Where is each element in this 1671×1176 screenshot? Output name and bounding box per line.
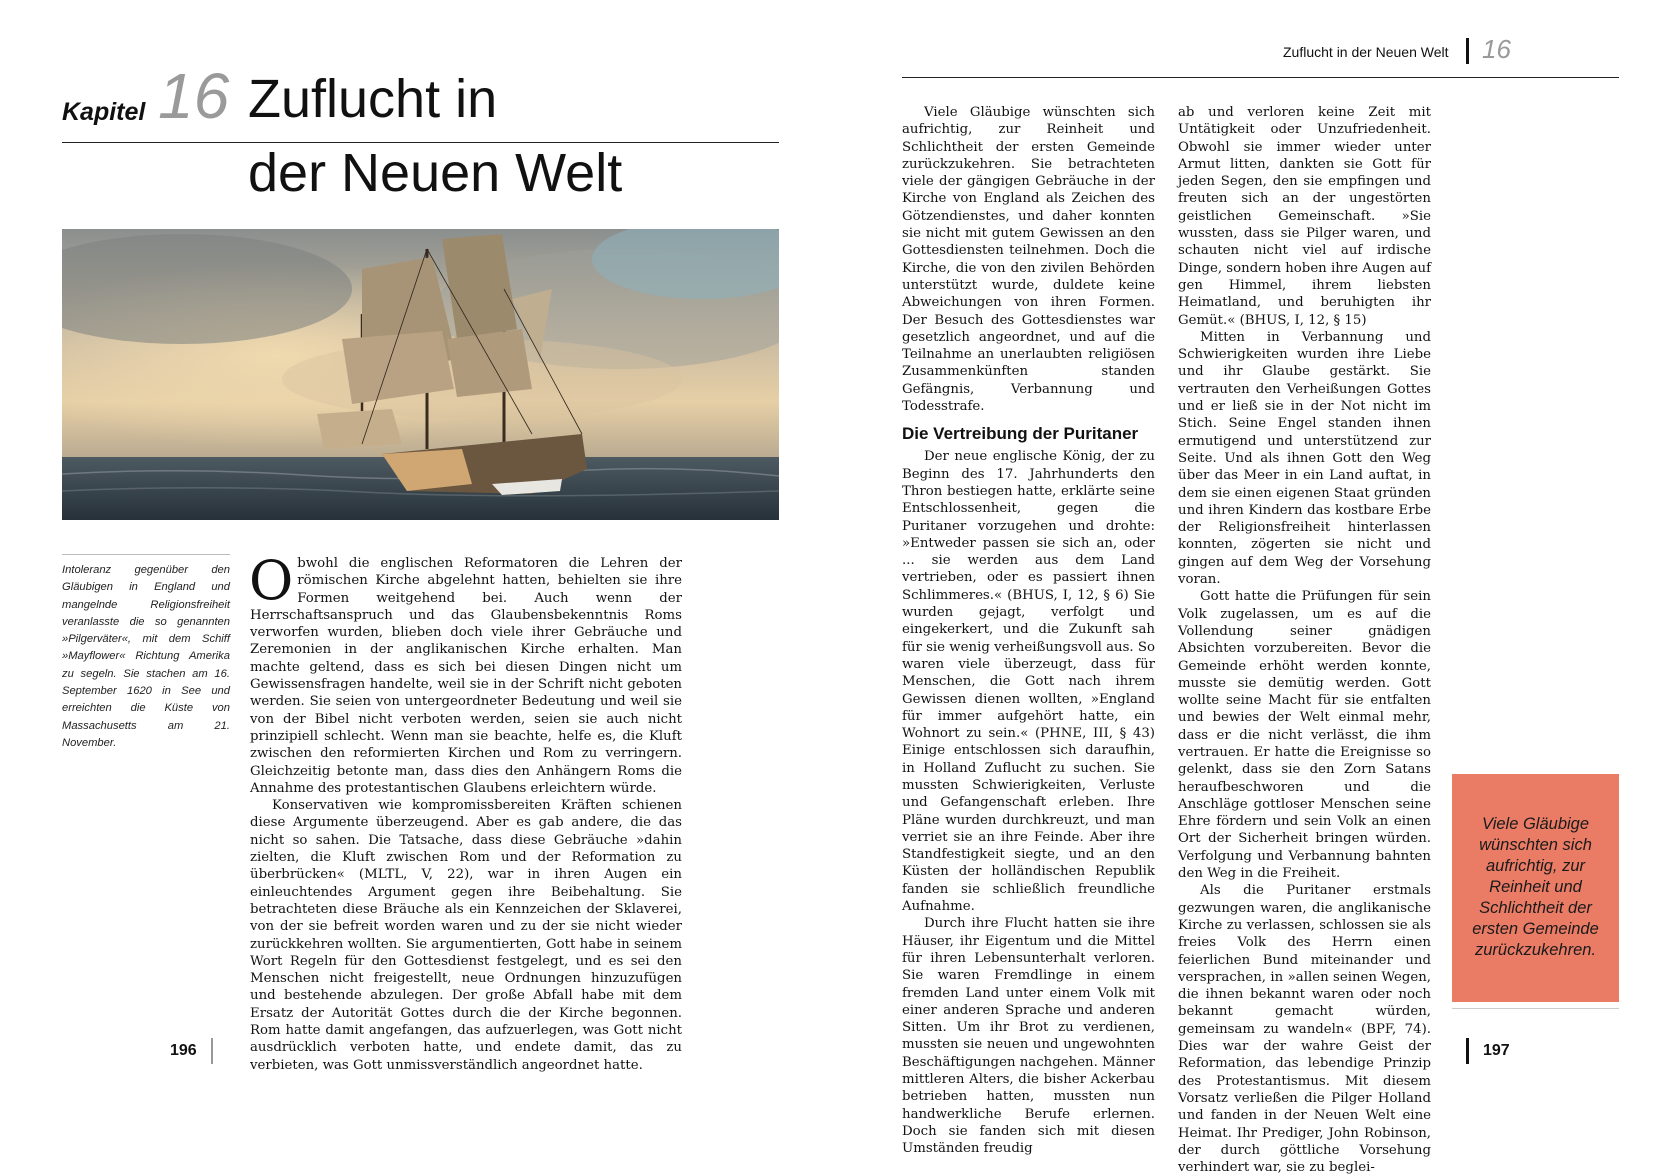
- col2-paragraph-1: ab und verloren keine Zeit mit Untätigkeit oder Unzufriedenheit. Obwohl sie immer wieder unter Armut litten, dankten sie Gott für jeden Segen, den sie empfingen und freuten sich an der ungestörten geistlichen Gemeinschaft. »Sie wussten, dass sie Pilger waren, und schauten nicht viel auf irdische Dinge, sondern hoben ihre Augen auf gen Himmel, ihrem liebsten Heimatland, und beruhigten ihr Gemüt.« (BHUS, I, 12, § 15): [1178, 105, 1431, 328]
- col1-paragraph-3: Durch ihre Flucht hatten sie ihre Häuser, ihr Eigentum und die Mittel für ihren Lebensunterhalt verloren. Sie waren Fremdlinge in einem fremden Land unter einem Volk mit einer anderen Sprache und anderen Sitten. Um ihr Brot zu verdienen, mussten sie neuen und ungewohnten Beschäftigungen nachgehen. Männer mittleren Alters, die bisher Ackerbau betrieben hatten, mussten nun handwerkliche Berufe erlernen. Doch sie fanden sich mit diesen Umständen freudig: [902, 916, 1155, 1157]
- chapter-title-line-1: Zuflucht in: [248, 69, 498, 129]
- chapter-number: 16: [158, 60, 230, 132]
- left-body-text: [249, 549, 682, 1074]
- page-number-left: 196: [170, 1042, 197, 1059]
- running-header-bar: [1466, 38, 1469, 64]
- paragraph-1-text: bwohl die englischen Reformatoren die Lehren der römischen Kirche abgelehnt hatten, behielten sie ihre Formen weitgehend bei. Auch wenn der Herrschaftsanspruch und das Glaubensbekenntnis Roms verworfen wurden, blieben doch viele ihrer Gebräuche und Zeremonien in der anglikanischen Kirche erhalten. Man machte geltend, dass es sich bei diesen Dingen nicht um Gewissensfragen handelte, weil sie in der Schrift nicht geboten werden. Sie seien von untergeordneter Bedeutung und weil sie von der Bibel nicht verboten werden, seien sie auch nicht prinzipiell schlecht. Wenn man sie beachte, helfe es, die Kluft zwischen den reformierten Kirchen und Rom zu verringern. Gleichzeitig betonte man, dass dies den Anhängern Roms die Annahme des protestantischen Glaubens erleichtern würde.: [250, 556, 682, 796]
- header-rule: [902, 77, 1619, 78]
- drop-cap: O: [249, 549, 294, 612]
- page-number-bar-left: [211, 1038, 213, 1064]
- paragraph-1: [249, 549, 682, 797]
- pull-quote: Viele Gläubige wünschten sich aufrichtig, zur Reinheit und Schlichtheit der ersten Gemeinde zurückzukehren.: [1452, 774, 1619, 1002]
- pull-quote-rule: [1452, 1008, 1619, 1009]
- chapter-title-line-2: der Neuen Welt: [248, 143, 623, 203]
- col1-paragraph-1: Viele Gläubige wünschten sich aufrichtig, zur Reinheit und Schlichtheit der ersten Gemeinde zurückzukehren. Sie betrachteten viele der gängigen Gebräuche in der Kirche von England als Zeichen des Götzendienstes, und daher konnten sie nicht mit gutem Gewissen an den Gottesdiensten teilnehmen. Doch die Kirche, die von den zivilen Behörden unterstützt wurde, duldete keine Abweichungen von ihren Formen. Der Besuch des Gottesdienstes war gesetzlich angeordnet, und auf die Teilnahme an unerlaubten religiösen Zusammenkünften standen Gefängnis, Verbannung und Todesstrafe.: [902, 105, 1155, 415]
- page-number-right: 197: [1483, 1042, 1510, 1059]
- col1-paragraph-2: Der neue englische König, der zu Beginn des 17. Jahrhunderts den Thron bestiegen hatte, erklärte seine Entschlossenheit, gegen die Puritaner vorzugehen und drohte: »Entweder passen sie sich an, oder ... sie werden aus dem Land vertrieben, oder es passiert ihnen Schlimmeres.« (BHUS, I, 12, § 6) Sie wurden gejagt, verfolgt und eingekerkert, und die Zukunft sah für sie wenig verheißungsvoll aus. So waren viele überzeugt, dass für Menschen, die Gott nach ihrem Gewissen dienen wollten, »England für immer aufgehört hatte, ein Wohnort zu sein.« (PHNE, III, § 43) Einige entschlossen sich daraufhin, in Holland Zuflucht zu suchen. Sie mussten Schwierigkeiten, Verluste und Gefangenschaft erleben. Ihre Pläne wurden durchkreuzt, und man verriet sie an ihre Feinde. Aber ihre Standfestigkeit siegte, und an den Küsten der holländischen Republik fanden sie schließlich freundliche Aufnahme.: [902, 449, 1155, 915]
- section-heading: Die Vertreibung der Puritaner: [902, 424, 1139, 444]
- mayflower-ship-photo: [62, 229, 779, 520]
- paragraph-2: Konservativen wie kompromissbereiten Kräften schienen diese Argumente überzeugend. Aber es gab andere, die das nicht so sahen. Die Tatsache, dass diese Gebräuche »dahin zielten, die Kluft zwischen Rom und der Reformation zu überbrücken« (MLTL, V, 22), war in ihren Augen ein einleuchtendes Argument gegen ihre Beibehaltung. Sie betrachteten diese Bräuche als ein Kennzeichen der Sklaverei, von der sie befreit worden waren und zu der sie nicht wieder zurückkehren wollten. Sie argumentierten, Gott habe in seinem Wort Regeln für den Gottesdienst festgelegt, und es sei den Menschen nicht freigestellt, neue Ordnungen hinzuzufügen und bestehende abzulegen. Der große Abfall habe mit dem Ersatz der Autorität Gottes durch die der Kirche begonnen. Rom hatte damit angefangen, das aufzuerlegen, was Gott nicht ausdrücklich verboten hatte, und endete damit, das zu verbieten, was Gott unmissverständlich angeordnet hatte.: [250, 798, 682, 1073]
- col2-paragraph-2: Mitten in Verbannung und Schwierigkeiten wurden ihre Liebe und ihr Glaube gestärkt. Sie vertrauten den Verheißungen Gottes und er ließ sie in der Not nicht im Stich. Seine Engel standen ihnen ermutigend und unterstützend zur Seite. Und als ihnen Gott den Weg über das Meer in ein Land auftat, in dem sie einen eigenen Staat gründen und ihren Kindern das kostbare Erbe der Religionsfreiheit hinterlassen konnten, zögerten sie nicht und gingen auf dem Weg der Vorsehung voran.: [1178, 329, 1431, 588]
- col2-paragraph-3: Gott hatte die Prüfungen für sein Volk zugelassen, um es auf die Vollendung seiner gnädigen Absichten vorzubereiten. Bevor die Gemeinde erhöht werden konnte, musste sie demütig werden. Gott wollte seine Macht für sie entfalten und bewies der Welt einmal mehr, dass er die nicht verlässt, die ihm vertrauen. Er hatte die Ereignisse so gelenkt, dass sie den Zorn Satans heraufbeschworen und die Anschläge gottloser Menschen seine Ehre fördern und sein Volk an einen Ort der Sicherheit bringen würden. Verfolgung und Verbannung bahnten den Weg in die Freiheit.: [1178, 589, 1431, 882]
- running-header-title: Zuflucht in der Neuen Welt: [1283, 44, 1449, 60]
- caption-rule: [62, 554, 230, 555]
- col2-paragraph-4: Als die Puritaner erstmals gezwungen waren, die anglikanische Kirche zu verlassen, schlossen sie als freies Volk des Herrn einen feierlichen Bund miteinander und versprachen, in »allen seinen Wegen, die ihnen bekannt waren oder noch bekannt gemacht würden, gemeinsam zu wandeln« (BPF, 74). Dies war der wahre Geist der Reformation, das lebendige Prinzip des Protestantismus. Mit diesem Vorsatz verließen die Pilger Holland und fanden in der Neuen Welt eine Heimat. Ihr Prediger, John Robinson, der durch göttliche Vorsehung verhindert war, sie zu beglei-: [1178, 883, 1431, 1176]
- photo-caption: Intoleranz gegenüber den Gläubigen in England und mangelnde Religionsfreiheit veranlasste die so genannten »Pilgerväter«, mit dem Schiff »Mayflower« Richtung Amerika zu segeln. Sie stachen am 16. September 1620 in See und erreichten die Küste von Massachusetts am 21. November.: [62, 564, 230, 749]
- page-number-bar-right: [1466, 1038, 1469, 1064]
- right-column-1: [902, 104, 1155, 1158]
- chapter-label: Kapitel: [62, 98, 146, 126]
- right-column-2: [1178, 104, 1431, 1176]
- running-header-chapter-number: 16: [1482, 34, 1511, 64]
